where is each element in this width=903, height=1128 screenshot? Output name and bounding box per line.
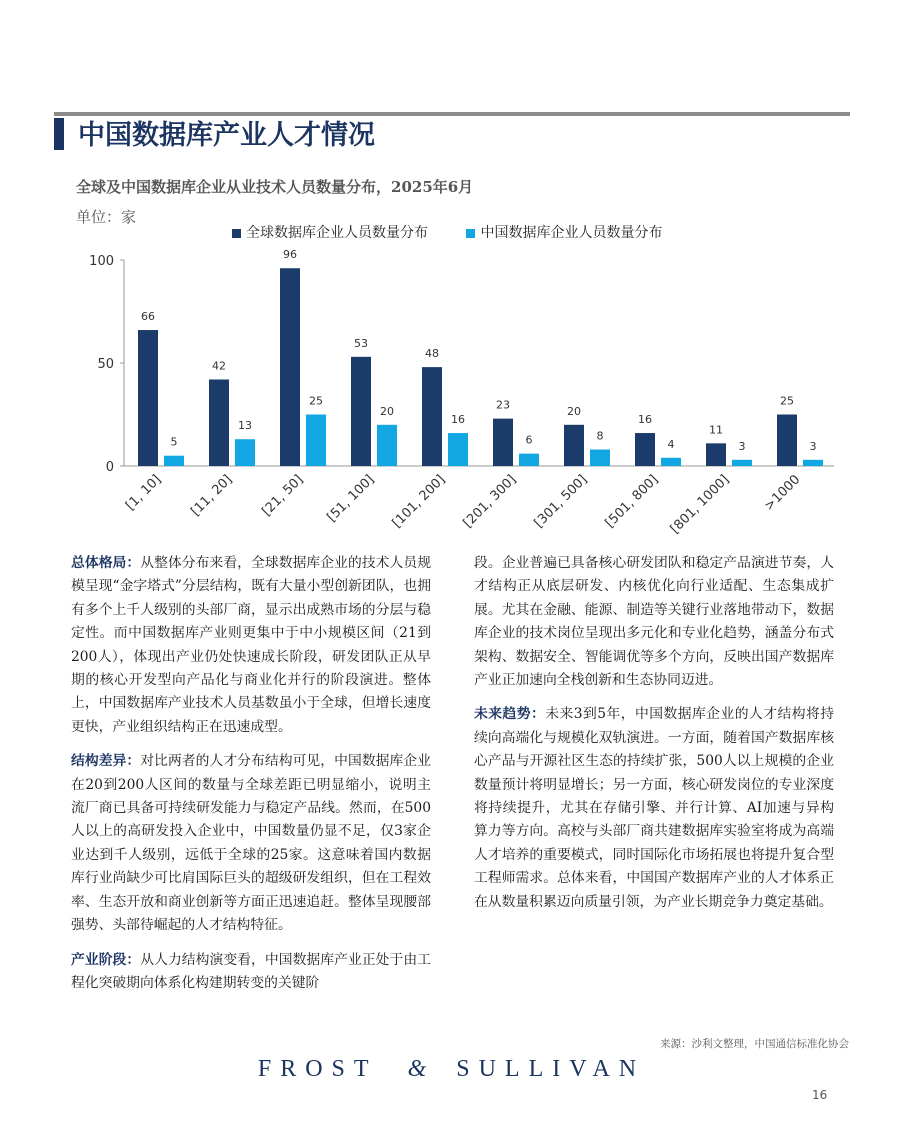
legend-item-global: [232, 222, 428, 242]
bar-global: [280, 268, 300, 466]
bar-china: [448, 433, 468, 466]
x-tick-label: >1000: [761, 472, 804, 514]
data-label-global: 42: [212, 359, 226, 373]
logo-word-frost: FROST: [257, 1056, 378, 1082]
bar-global: [706, 443, 726, 466]
paragraph-body: 未来3到5年，中国数据库企业的人才结构将持续向高端化与规模化双轨演进。一方面，随着国产数据库核心产品与开源社区生态的持续扩张，500人以上规模的企业数量预计将明显增长；另一方面，核心研发岗位的专业深度将持续提升，尤其在存储引擎、并行计算、AI加速与异构算力等方向。高校与头部厂商共建数据库实验室将成为高端人才培养的重要模式，同时国际化市场拓展也将提升复合型工程师需求。总体来看，中国国产数据库产业的人才体系正在从数量积累迈向质量引领，为产业长期竞争力奠定基础。: [474, 706, 834, 910]
data-label-china: 8: [596, 429, 604, 443]
bar-china: [590, 450, 610, 466]
x-tick-label: [1, 10]: [123, 472, 165, 514]
paragraph-stage: [71, 949, 431, 996]
x-tick-label: [201, 300]: [460, 472, 520, 531]
y-tick-label: 100: [89, 254, 114, 269]
paragraph-stage-continued: [474, 552, 834, 692]
bar-chart: [70, 245, 840, 545]
data-label-china: 5: [170, 435, 178, 449]
bar-china: [519, 454, 539, 466]
bar-china: [235, 439, 255, 466]
data-label-global: 25: [780, 394, 794, 408]
paragraph-lead: 未来趋势：: [474, 706, 546, 723]
bar-global: [635, 433, 655, 466]
source-note: 来源：沙利文整理，中国通信标准化协会: [660, 1038, 849, 1050]
data-label-china: 3: [809, 439, 817, 453]
frost-sullivan-logo: [0, 1056, 903, 1083]
chart-subtitle: 全球及中国数据库企业从业技术人员数量分布，2025年6月: [76, 178, 474, 196]
bar-china: [732, 460, 752, 466]
data-label-china: 25: [309, 394, 323, 408]
x-tick-label: [21, 50]: [259, 472, 307, 520]
x-tick-label: [101, 200]: [389, 472, 449, 531]
bar-global: [422, 367, 442, 466]
data-label-global: 48: [425, 347, 439, 361]
page-number: 16: [812, 1088, 828, 1102]
text-column-left: [71, 552, 431, 1006]
x-tick-label: [501, 800]: [602, 472, 662, 531]
paragraph-lead: 结构差异：: [71, 753, 141, 770]
paragraph-future: [474, 703, 834, 914]
paragraph-body: 从人力结构演变看，中国数据库产业正处于由工程化突破期向体系化构建期转变的关键阶: [71, 951, 432, 991]
bar-china: [377, 425, 397, 466]
header-rule: [54, 112, 850, 116]
x-tick-label: [801, 1000]: [667, 472, 733, 537]
legend-swatch-global: [232, 229, 241, 238]
bar-china: [306, 415, 326, 467]
bar-global: [564, 425, 584, 466]
paragraph-body: 对比两者的人才分布结构可见，中国数据库企业在20到200人区间的数量与全球差距已明显缩小，说明主流厂商已具备可持续研发能力与稳定产品线。然而，在500人以上的高研发投入企业中，中国数量仍显不足，仅3家企业达到千人级别，远低于全球的25家。这意味着国内数据库行业尚缺少可比肩国际巨头的超级研发组织，但在工程效率、生态开放和商业创新等方面正迅速追赶。整体呈现腰部强势、头部待崛起的人才结构特征。: [71, 753, 432, 934]
bar-china: [803, 460, 823, 466]
paragraph-body: 段。企业普遍已具备核心研发团队和稳定产品演进节奏，人才结构正从底层研发、内核优化向行业适配、生态集成扩展。尤其在金融、能源、制造等关键行业落地带动下，数据库企业的技术岗位呈现出多元化和专业化趋势，涵盖分布式架构、数据安全、智能调优等多个方向，反映出国产数据库产业正加速向全栈创新和生态协同迈进。: [474, 555, 834, 689]
data-label-china: 20: [380, 404, 394, 418]
data-label-china: 6: [525, 433, 533, 447]
paragraph-body: 从整体分布来看，全球数据库企业的技术人员规模呈现“金字塔式”分层结构，既有大量小型创新团队，也拥有多个上千人级别的头部厂商，显示出成熟市场的分层与稳定性。而中国数据库产业则更集中于中小规模区间（21到200人），体现出产业仍处快速成长阶段，研发团队正从早期的核心开发型向产品化与商业化并行的阶段演进。整体上，中国数据库产业技术人员基数虽小于全球，但增长速度更快，产业组织结构正在迅速成型。: [71, 555, 432, 735]
data-label-global: 16: [638, 413, 652, 427]
bar-china: [164, 456, 184, 466]
bar-global: [493, 419, 513, 466]
data-label-global: 53: [354, 336, 368, 350]
page-title: 中国数据库产业人才情况: [78, 120, 375, 151]
bar-china: [661, 458, 681, 466]
logo-word-sullivan: SULLIVAN: [456, 1056, 646, 1082]
title-accent-bar: [54, 118, 64, 150]
data-label-global: 11: [709, 423, 723, 437]
legend-label-china: 中国数据库企业人员数量分布: [480, 225, 663, 241]
unit-label: 单位：家: [76, 208, 137, 226]
bar-global: [351, 357, 371, 466]
paragraph-lead: 总体格局：: [71, 555, 141, 571]
logo-ampersand: &: [407, 1056, 427, 1082]
data-label-global: 23: [496, 398, 510, 412]
x-tick-label: [51, 100]: [324, 472, 378, 526]
text-column-right: [474, 552, 834, 925]
data-label-china: 13: [238, 419, 252, 433]
data-label-china: 4: [667, 437, 675, 451]
bar-global: [777, 415, 797, 467]
data-label-global: 96: [283, 248, 297, 262]
y-tick-label: 0: [105, 460, 114, 475]
y-tick-label: 50: [97, 357, 114, 372]
legend-item-china: [466, 222, 662, 242]
x-tick-label: [11, 20]: [188, 472, 236, 520]
paragraph-structure: [71, 750, 431, 937]
x-tick-label: [301, 500]: [531, 472, 591, 531]
bar-global: [138, 330, 158, 466]
data-label-china: 3: [738, 439, 746, 453]
paragraph-overall: [71, 552, 431, 739]
legend-label-global: 全球数据库企业人员数量分布: [246, 225, 428, 241]
data-label-china: 16: [451, 413, 465, 427]
data-label-global: 66: [141, 310, 155, 324]
paragraph-lead: 产业阶段：: [71, 951, 141, 968]
data-label-global: 20: [567, 404, 581, 418]
chart-legend: [232, 222, 696, 242]
bar-global: [209, 379, 229, 466]
legend-swatch-china: [466, 229, 475, 238]
